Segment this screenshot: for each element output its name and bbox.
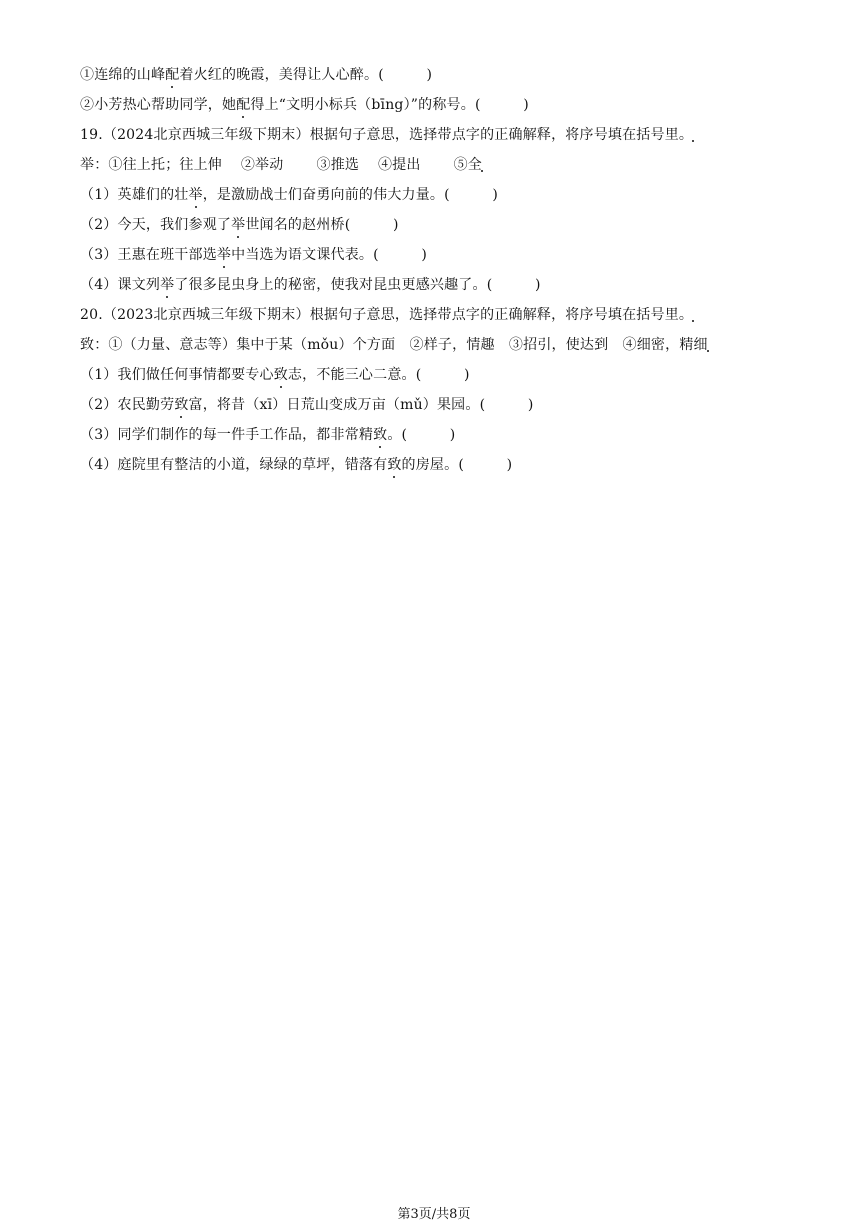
dotted-character: 配 — [236, 97, 251, 113]
dotted-character: 举 — [216, 247, 232, 263]
question-19-item-4: （4）课文列举了很多昆虫身上的秘密，使我对昆虫更感兴趣了。( ) — [80, 277, 541, 293]
question-20-item-2: （2）农民勤劳致富，将昔（xī）日荒山变成万亩（mǔ）果园。( ) — [80, 397, 534, 413]
dotted-character: 致 — [273, 367, 288, 383]
question-20-options: 致：①（力量、意志等）集中于某（mǒu）个方面 ②样子，情趣 ③招引，使达到 ④细密，精细 — [80, 337, 708, 353]
question-19-item-2: （2）今天，我们参观了举世闻名的赵州桥( ) — [80, 217, 399, 233]
dotted-character: 举 — [160, 277, 175, 293]
question-19-stem: 19.（2024北京西城三年级下期末）根据句子意思，选择带点字的正确解释，将序号填在括号里。 — [80, 127, 694, 143]
question-18-item-2: ②小芳热心帮助同学，她配得上“文明小标兵（bīng）”的称号。( ) — [80, 97, 529, 113]
question-19-item-1: （1）英雄们的壮举，是激励战士们奋勇向前的伟大力量。( ) — [80, 187, 499, 203]
dotted-character: 致 — [373, 427, 388, 443]
dotted-character: 配 — [165, 67, 180, 83]
question-20-item-4: （4）庭院里有整洁的小道，绿绿的草坪，错落有致的房屋。( ) — [80, 457, 513, 473]
dotted-character: 致 — [174, 397, 189, 413]
dotted-character: 致 — [387, 457, 402, 473]
page-number: 第3页/共8页 — [397, 1207, 471, 1222]
question-20-stem: 20.（2023北京西城三年级下期末）根据句子意思，选择带点字的正确解释，将序号填在括号里。 — [80, 307, 694, 323]
dotted-character: 举 — [231, 217, 246, 233]
question-20-item-3: （3）同学们制作的每一件手工作品，都非常精致。( ) — [80, 427, 456, 443]
question-19-options: 举：①往上托；往上伸 ②举动 ③推选 ④提出 ⑤全 — [80, 157, 482, 173]
question-20-item-1: （1）我们做任何事情都要专心致志，不能三心二意。( ) — [80, 367, 470, 383]
dotted-character: 举 — [188, 187, 203, 203]
question-18-item-1: ①连绵的山峰配着火红的晚霞，美得让人心醉。( ) — [80, 67, 433, 83]
question-19-item-3: （3）王惠在班干部选举中当选为语文课代表。( ) — [80, 247, 428, 263]
